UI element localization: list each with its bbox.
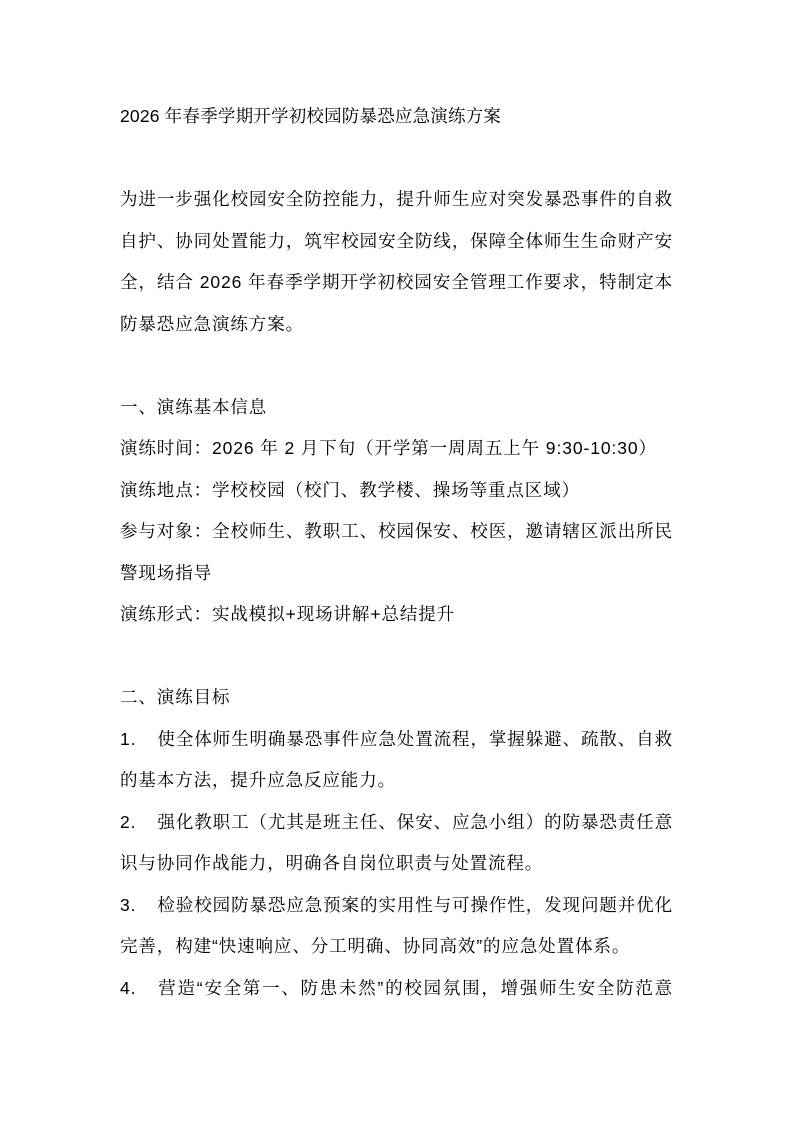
goal-item (120, 885, 673, 968)
goal-item (120, 968, 673, 1010)
list-number: 4. (120, 977, 137, 998)
section-heading-basic-info: 一、演练基本信息 (120, 396, 268, 417)
list-number: 2. (120, 811, 137, 832)
blank-line (120, 636, 673, 678)
info-line-location: 演练地点：学校校园（校门、教学楼、操场等重点区域） (120, 479, 580, 500)
goal-item-text: 营造“安全第一、防患未然”的校园氛围，增强师生安全防范意 (157, 977, 673, 998)
intro-paragraph: 为进一步强化校园安全防控能力，提升师生应对突发暴恐事件的自救自护、协同处置能力，筑牢校园安全防线，保障全体师生生命财产安全，结合 2026 年春季学期开学初校园安全管理工作要求，特制定本防暴恐应急演练方案。 (120, 189, 673, 334)
list-number: 3. (120, 894, 137, 915)
list-number: 1. (120, 728, 137, 749)
goal-item-text: 使全体师生明确暴恐事件应急处置流程，掌握躲避、疏散、自救的基本方法，提升应急反应能力。 (120, 728, 673, 790)
section-heading-goals: 二、演练目标 (120, 687, 231, 707)
blank-line (120, 345, 673, 387)
goal-item (120, 719, 673, 802)
document-title: 2026 年春季学期开学初校园防暴恐应急演练方案 (120, 106, 502, 126)
info-line-time: 演练时间：2026 年 2 月下旬（开学第一周周五上午 9:30-10:30） (120, 438, 657, 458)
blank-line (120, 138, 673, 180)
goal-item-text: 检验校园防暴恐应急预案的实用性与可操作性，发现问题并优化完善，构建“快速响应、分工明确、协同高效”的应急处置体系。 (120, 894, 673, 956)
info-line-participants: 参与对象：全校师生、教职工、校园保安、校医，邀请辖区派出所民警现场指导 (120, 521, 673, 583)
info-line-format: 演练形式：实战模拟+现场讲解+总结提升 (120, 604, 456, 624)
goal-item (120, 802, 673, 885)
goal-item-text: 强化教职工（尤其是班主任、保安、应急小组）的防暴恐责任意识与协同作战能力，明确各自岗位职责与处置流程。 (120, 811, 673, 873)
